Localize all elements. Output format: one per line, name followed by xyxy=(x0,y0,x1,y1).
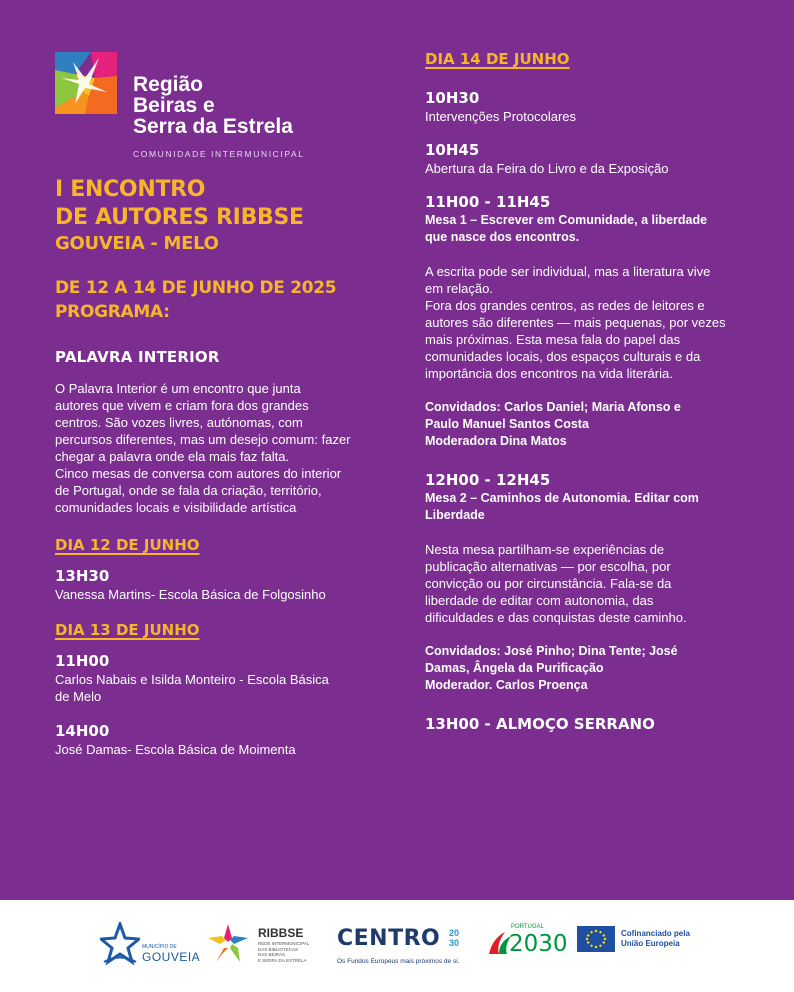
ribbse-sub-line: REDE INTERMUNICIPAL xyxy=(258,941,310,946)
event-title xyxy=(55,176,375,256)
event-dates xyxy=(55,276,375,324)
day-14-event-2 xyxy=(425,140,755,177)
event-desc: José Damas- Escola Básica de Moimenta xyxy=(55,742,296,757)
intro-text xyxy=(55,380,375,516)
ribbse-sub-line: E SERRA DA ESTRELA xyxy=(258,957,307,963)
mesa-1-time: 11H00 - 11H45 xyxy=(425,193,551,211)
left-column xyxy=(55,50,375,758)
intro-line: chegar a palavra onde ela mais faz falta. xyxy=(55,449,290,464)
event-desc: Carlos Nabais e Isilda Monteiro - Escola Básica xyxy=(55,672,329,687)
mesa-2-guest-line: Damas, Ângela da Purificação xyxy=(425,661,604,675)
event-desc: Abertura da Feira do Livro e da Exposição xyxy=(425,161,669,176)
intro-line: O Palavra Interior é um encontro que junta xyxy=(55,381,301,396)
portugal-2030: 2030 xyxy=(509,931,568,957)
event-time: 13H30 xyxy=(55,567,110,585)
brand-line-1: Região xyxy=(133,73,204,96)
intro-heading: PALAVRA INTERIOR xyxy=(55,348,220,366)
event-desc: Vanessa Martins- Escola Básica de Folgosinho xyxy=(55,587,326,602)
intro-line: Cinco mesas de conversa com autores do interior xyxy=(55,466,342,481)
centro-num-top: 20 xyxy=(449,928,460,938)
event-time: 10H45 xyxy=(425,141,480,159)
gouveia-star-icon xyxy=(100,922,140,968)
mesa-1 xyxy=(425,192,755,450)
mesa-1-text-line: mais próximas. Esta mesa fala do papel das xyxy=(425,332,681,347)
programa-heading: PROGRAMA: xyxy=(55,302,170,322)
mesa-2-text-line: convicção ou por circunstância. Fala-se da xyxy=(425,576,672,591)
centro-tagline: Os Fundos Europeus mais próximos de si. xyxy=(337,958,460,965)
event-desc: de Melo xyxy=(55,689,102,704)
day-13-event-1 xyxy=(55,651,375,705)
eu-line-2: União Europeia xyxy=(621,939,680,948)
mesa-1-text xyxy=(425,263,755,382)
event-time: 10H30 xyxy=(425,89,480,107)
ribbse-subtitle xyxy=(258,941,309,963)
mesa-2 xyxy=(425,470,755,694)
mesa-1-text-line: importância dos encontros na vida literária. xyxy=(425,366,673,381)
intro-line: autores que vivem e criam fora dos grandes xyxy=(55,398,309,413)
brand-subtitle: COMUNIDADE INTERMUNICIPAL xyxy=(133,149,305,159)
centro-num-bottom: 30 xyxy=(449,938,460,948)
event-time: 11H00 xyxy=(55,652,110,670)
mesa-1-guests xyxy=(425,399,755,450)
brand-name xyxy=(133,74,293,137)
intro-line: de Portugal, onde se fala da criação, território, xyxy=(55,483,322,498)
mesa-1-guest-line: Paulo Manuel Santos Costa xyxy=(425,417,589,431)
eu-line-1: Cofinanciado pela xyxy=(621,929,690,938)
mesa-2-text-line: publicação alternativas — por escolha, por xyxy=(425,559,671,574)
mesa-1-text-line: em relação. xyxy=(425,281,493,296)
brand-logo xyxy=(55,50,375,160)
mesa-2-text-line: liberdade de editar com autonomia, das xyxy=(425,593,654,608)
mesa-1-text-line: A escrita pode ser individual, mas a literatura vive xyxy=(425,264,711,279)
mesa-2-text-line: Nesta mesa partilham-se experiências de xyxy=(425,542,665,557)
eu-flag-icon xyxy=(577,926,615,952)
day-13-heading: DIA 13 DE JUNHO xyxy=(55,621,200,639)
mesa-1-title: Mesa 1 – Escrever em Comunidade, a liberdade xyxy=(425,213,708,227)
mesa-2-guest-line: Moderador. Carlos Proença xyxy=(425,678,588,692)
gouveia-name: GOUVEIA xyxy=(142,950,201,964)
eu-text xyxy=(621,929,690,949)
brand-line-3: Serra da Estrela xyxy=(133,115,293,138)
mesa-1-title: que nasce dos encontros. xyxy=(425,230,580,244)
mesa-2-guest-line: Convidados: José Pinho; Dina Tente; José xyxy=(425,644,678,658)
mesa-2-title: Liberdade xyxy=(425,508,485,522)
event-desc: Intervenções Protocolares xyxy=(425,109,577,124)
intro-line: percursos diferentes, mas um desejo comum: fazer xyxy=(55,432,351,447)
centro-name: CENTRO xyxy=(337,926,441,951)
eu-logo xyxy=(577,926,707,956)
mesa-2-title: Mesa 2 – Caminhos de Autonomia. Editar com xyxy=(425,491,699,505)
mesa-1-text-line: Fora dos grandes centros, as redes de leitores e xyxy=(425,298,705,313)
brand-line-2: Beiras e xyxy=(133,94,215,117)
title-line-1: I ENCONTRO xyxy=(55,177,206,202)
mesa-1-text-line: autores são diferentes — mais pequenas, por vezes xyxy=(425,315,726,330)
ribbse-name: RIBBSE xyxy=(258,926,304,940)
mesa-2-guests xyxy=(425,643,755,694)
title-line-2: DE AUTORES RIBBSE xyxy=(55,205,304,230)
ribbse-star-icon xyxy=(208,924,248,964)
day-13-event-2 xyxy=(55,721,375,758)
mesa-2-time: 12H00 - 12H45 xyxy=(425,471,551,489)
ribbse-sub-line: DAS BIBLIOTECAS xyxy=(258,946,299,952)
mesa-1-guest-line: Moderadora Dina Matos xyxy=(425,434,567,448)
day-14-heading: DIA 14 DE JUNHO xyxy=(425,50,570,68)
date-range: DE 12 A 14 DE JUNHO DE 2025 xyxy=(55,278,337,298)
centro-number xyxy=(449,928,459,948)
intro-line: centros. São vozes livres, autónomas, com xyxy=(55,415,303,430)
footer-logos xyxy=(0,900,794,992)
right-column xyxy=(425,50,755,734)
day-12-heading: DIA 12 DE JUNHO xyxy=(55,536,200,554)
gouveia-logo xyxy=(100,922,200,972)
regiao-logo-icon xyxy=(55,52,117,114)
portugal2030-logo xyxy=(487,922,567,972)
mesa-2-text-line: dificuldades e das conquistas deste caminho. xyxy=(425,610,687,625)
ribbse-sub-line: DAS BEIRAS xyxy=(258,952,286,957)
centro2030-logo xyxy=(337,926,477,970)
gouveia-small: MUNICÍPIO DE xyxy=(142,944,177,950)
event-time: 14H00 xyxy=(55,722,110,740)
intro-line: comunidades locais e visibilidade artística xyxy=(55,500,297,515)
mesa-1-text-line: comunidades locais, dos espaços culturais e da xyxy=(425,349,701,364)
mesa-2-text xyxy=(425,541,755,626)
title-line-3: GOUVEIA - MELO xyxy=(55,233,219,254)
mesa-1-guest-line: Convidados: Carlos Daniel; Maria Afonso e xyxy=(425,400,681,414)
lunch-heading: 13H00 - ALMOÇO SERRANO xyxy=(425,715,655,733)
ribbse-logo xyxy=(208,924,328,970)
day-12-event xyxy=(55,566,375,603)
day-14-event-1 xyxy=(425,88,755,125)
portugal-label: PORTUGAL xyxy=(511,924,544,930)
